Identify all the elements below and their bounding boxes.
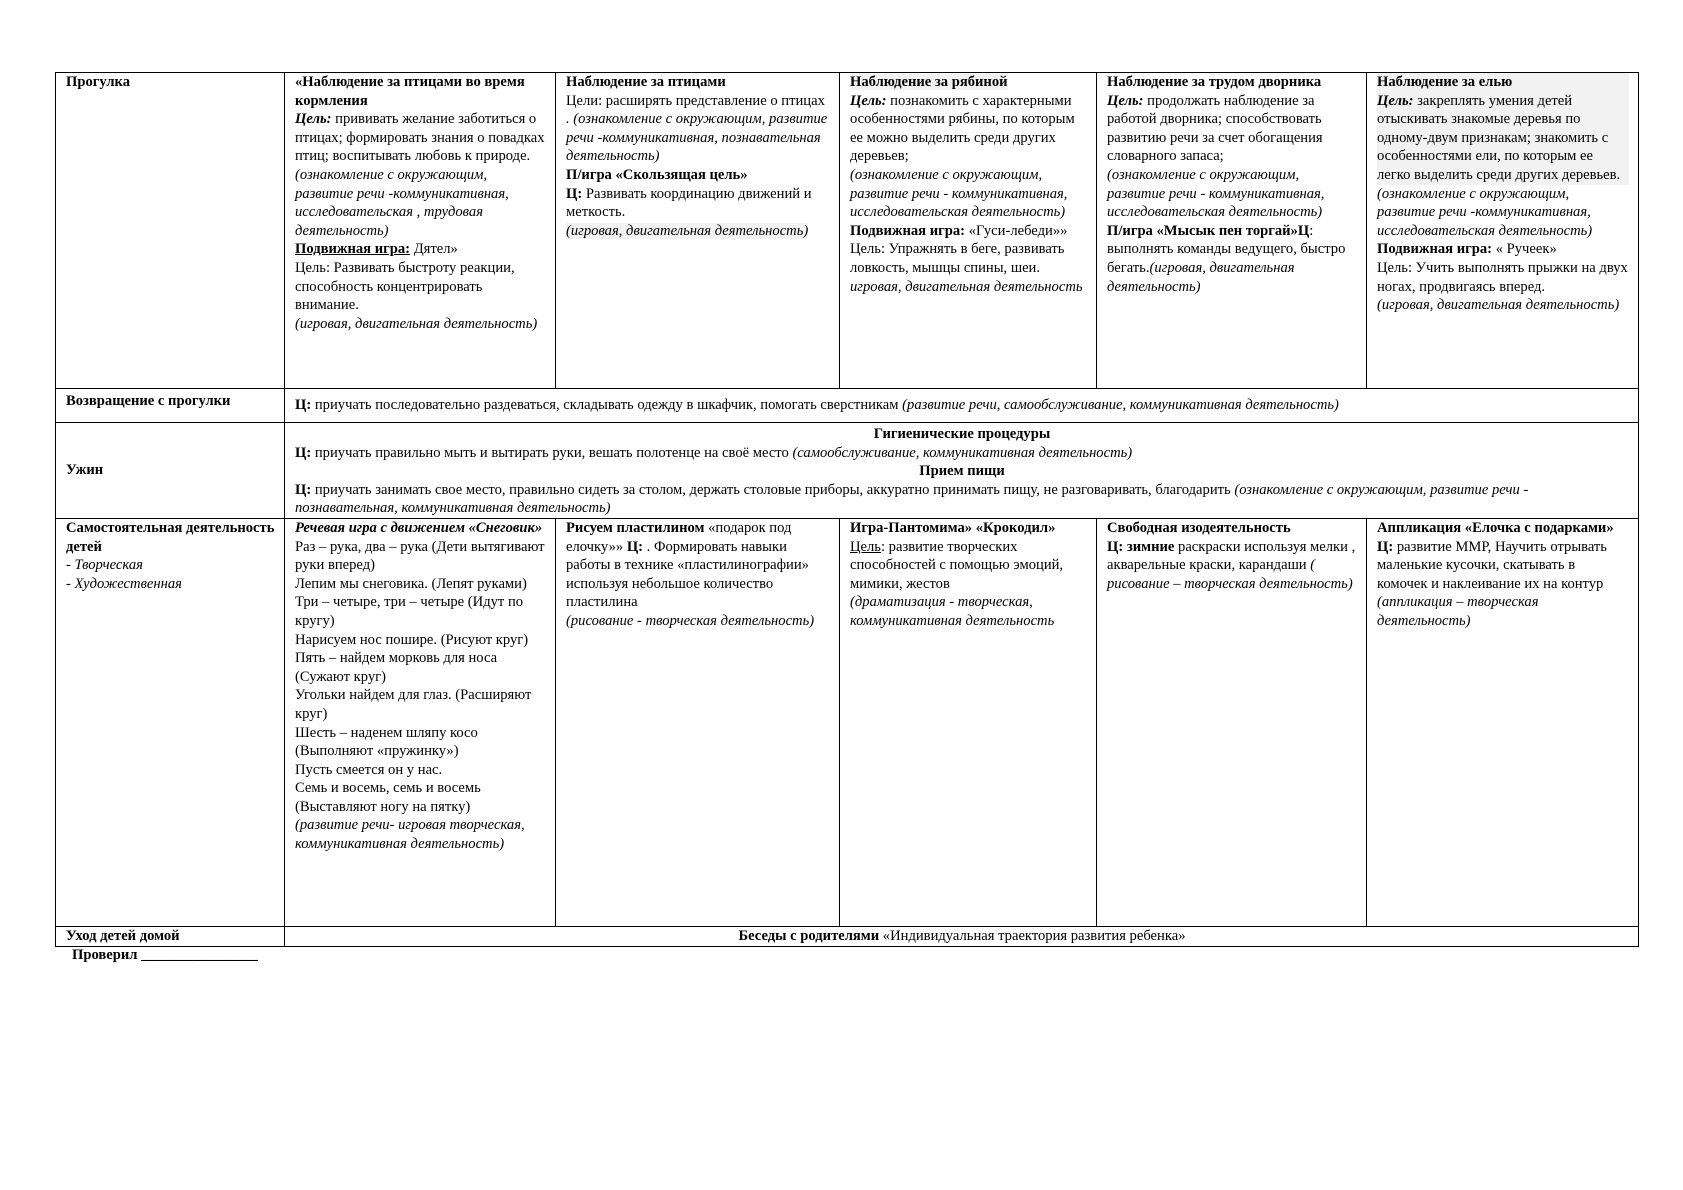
walk-day-1-goal: прививать желание заботиться о птицах; формировать знания о повадках птиц; воспитывать любовь к природе. [295,111,545,165]
independent-day-2-title-rest: «подарок под елочку»» [566,519,792,555]
walk-day-4-game-title: П/игра «Мысык пен торгай»Ц [1107,222,1310,239]
poem-line: Три – четыре, три – четыре (Идут по кругу) [295,594,524,629]
checked-by: Проверил ________________ [72,947,258,963]
walk-day-5-game-label: Подвижная игра: [1377,241,1493,258]
independent-day-1-areas: (развитие речи- игровая творческая, коммуникативная деятельность) [295,817,525,853]
home-row [56,926,1639,946]
independent-day-4 [1097,518,1367,926]
walk-day-1-game-areas: (игровая, двигательная деятельность) [295,315,538,332]
independent-row [56,518,1639,926]
walk-day-5-goal-label: Цель: [1377,92,1414,109]
home-label-cell [56,926,285,946]
independent-day-3 [840,518,1097,926]
walk-day-3-title: Наблюдение за рябиной [850,74,1008,90]
meal-prefix: Ц: [295,481,312,498]
independent-day-5-goal: развитие ММР, Научить отрывать маленькие кусочки, скатывать в комочек и наклеивание их на контур [1377,538,1607,592]
walk-day-1-areas: (ознакомление с окружающим, развитие речи -коммуникативная, исследовательская , трудовая деятельность) [295,166,509,239]
walk-day-1-game: Дятел» [410,241,458,258]
poem-line: Шесть – наденем шляпу косо (Выполняют «пружинку») [295,724,478,760]
independent-day-4-goal: раскраски используя мелки , акварельные краски, карандаши [1107,538,1356,574]
walk-day-2-game-goal: Развивать координацию движений и меткость. [566,185,812,221]
dinner-label: Ужин [66,462,104,479]
return-label-cell [56,389,285,423]
walk-day-1 [285,73,556,389]
hygiene-areas: (самообслуживание, коммуникативная деятельность) [792,444,1133,461]
walk-day-5-game-goal: Цель: Учить выполнять прыжки на двух ногах, продвигаясь вперед. [1377,259,1628,295]
independent-day-3-goal-label: Цель [850,538,881,555]
independent-day-3-title: Игра-Пантомима» «Крокодил» [850,519,1056,536]
return-areas: (развитие речи, самообслуживание, коммуникативная деятельность) [902,397,1339,413]
independent-label: Самостоятельная деятельность детей [66,519,275,555]
walk-day-3-areas: (ознакомление с окружающим, развитие речи - коммуникативная, исследовательская деятельность) [850,166,1068,221]
dinner-row [56,423,1639,519]
walk-label: Прогулка [66,74,130,90]
walk-day-2 [556,73,840,389]
poem-line: Лепим мы снеговика. (Лепят руками) [295,575,527,592]
walk-day-4-game-goal: : выполнять команды ведущего, быстро бегать. [1107,222,1346,276]
return-label: Возвращение с прогулки [66,393,231,409]
walk-day-5-game-areas: (игровая, двигательная деятельность) [1377,297,1620,314]
meal-title: Прием пищи [919,463,1005,480]
return-text: приучать последовательно раздеваться, складывать одежду в шкафчик, помогать сверстникам [311,397,903,413]
walk-day-5-areas: (ознакомление с окружающим, развитие речи -коммуникативная, исследовательская деятельность) [1377,185,1593,239]
daily-plan-table [55,72,1639,947]
independent-day-5-title: Аппликация «Елочка с подарками» Ц: [1377,519,1614,555]
walk-day-4-areas: (ознакомление с окружающим, развитие речи - коммуникативная, исследовательская деятельность) [1107,166,1325,221]
return-content [285,389,1639,423]
home-bold: Беседы с родителями [738,927,880,944]
meal-text: приучать занимать свое место, правильно сидеть за столом, держать столовые приборы, аккуратно принимать пищу, не разговаривать, благодарить [311,481,1235,498]
independent-day-4-title: Свободная изодеятельность [1107,519,1291,536]
walk-day-1-goal-label: Цель: [295,111,332,128]
walk-day-2-game-goal-label: Ц: [566,185,583,202]
independent-day-2 [556,518,840,926]
walk-day-1-game-label: Подвижная игра: [295,241,411,258]
walk-day-4-goal-label: Цель: [1107,92,1144,109]
dinner-content [285,423,1639,519]
walk-day-3-game: «Гуси-лебеди»» [965,222,1068,239]
independent-day-2-areas: (рисование - творческая деятельность) [566,612,815,629]
independent-day-5 [1367,518,1639,926]
walk-day-3-game-goal: Цель: Упражнять в беге, развивать ловкость, мышцы спины, шеи. [850,241,1065,276]
walk-day-1-game-goal: Цель: Развивать быстроту реакции, способность концентрировать внимание. [295,259,515,314]
independent-day-4-goal-label: Ц: зимние [1107,538,1175,555]
independent-sub-creative: - Творческая [66,557,143,574]
home-text: «Индивидуальная траектория развития ребенка» [879,927,1186,944]
poem-line: Семь и восемь, семь и восемь (Выставляют ногу на пятку) [295,780,481,815]
walk-day-5 [1367,73,1639,389]
home-content [285,926,1639,946]
hygiene-text: приучать правильно мыть и вытирать руки, вешать полотенце на своё место [311,444,793,461]
walk-day-2-areas: . (ознакомление с окружающим, развитие речи -коммуникативная, познавательная деятельность) [566,111,828,165]
dinner-label-cell [56,423,285,519]
walk-day-1-title: «Наблюдение за птицами во время кормления [295,74,525,109]
walk-day-5-goal: закреплять умения детей отыскивать знакомые деревья по одному-двум признакам; знакомить с особенностями ели, по которым ее легко выделить среди других деревьев. [1377,92,1621,183]
walk-day-2-game-areas: (игровая, двигательная деятельность) [566,222,809,239]
poem-line: Нарисуем нос пошире. (Рисуют круг) [295,631,529,648]
independent-day-2-goal: . Формировать навыки работы в технике «пластилинографии» используя небольшое количество пластилина [566,538,809,611]
home-label: Уход детей домой [66,927,180,944]
snowman-poem [295,538,546,817]
walk-day-5-game: « Ручеек» [1492,241,1557,258]
independent-day-1-title: Речевая игра с движением «Снеговик» [295,519,543,536]
walk-day-3-goal-label: Цель: [850,92,887,109]
walk-day-5-title: Наблюдение за елью [1377,74,1513,90]
poem-line: Угольки найдем для глаз. (Расширяют круг) [295,687,532,722]
walk-row [56,73,1639,389]
independent-day-2-title: Рисуем пластилином [566,519,705,536]
walk-day-3-goal: познакомить с характерными особенностями рябины, по которым ее можно выделить среди других деревьев; [850,92,1075,165]
independent-day-4-areas: ( рисование – творческая деятельность) [1107,557,1353,592]
independent-label-cell [56,518,285,926]
independent-day-3-goal: : развитие творческих способностей с помощью эмоций, мимики, жестов [850,538,1064,592]
return-row [56,389,1639,423]
hygiene-title: Гигиенические процедуры [873,426,1051,442]
meal-areas: (ознакомление с окружающим, развитие речи - познавательная, коммуникативная деятельность) [295,481,1529,517]
walk-day-3 [840,73,1097,389]
walk-day-4-game-areas: (игровая, двигательная деятельность) [1107,259,1295,295]
walk-day-2-game-title: П/игра «Скользящая цель» [566,166,748,183]
walk-day-4-title: Наблюдение за трудом дворника [1107,74,1322,90]
walk-day-2-goal: Цели: расширять представление о птицах [566,92,825,109]
independent-day-5-areas: (аппликация – творческая деятельность) [1377,594,1539,629]
walk-day-3-game-areas: игровая, двигательная деятельность [850,278,1083,295]
hygiene-prefix: Ц: [295,444,312,461]
independent-sub-artistic: - Художественная [66,575,182,592]
walk-day-3-game-label: Подвижная игра: [850,222,966,239]
poem-line: Пусть смеется он у нас. [295,761,443,778]
walk-label-cell [56,73,285,389]
walk-day-4-goal: продолжать наблюдение за работой дворника; способствовать развитию речи за счет обогащения словарного запаса; [1107,92,1323,165]
walk-day-4 [1097,73,1367,389]
independent-day-2-goal-label: Ц: [626,538,644,555]
poem-line: Пять – найдем морковь для носа (Сужают круг) [295,650,498,685]
independent-day-3-areas: (драматизация - творческая, коммуникативная деятельность [850,594,1055,629]
independent-day-1 [285,518,556,926]
poem-line: Раз – рука, два – рука (Дети вытягивают руки вперед) [295,538,545,574]
return-prefix: Ц: [295,397,312,413]
walk-day-2-title: Наблюдение за птицами [566,74,726,90]
